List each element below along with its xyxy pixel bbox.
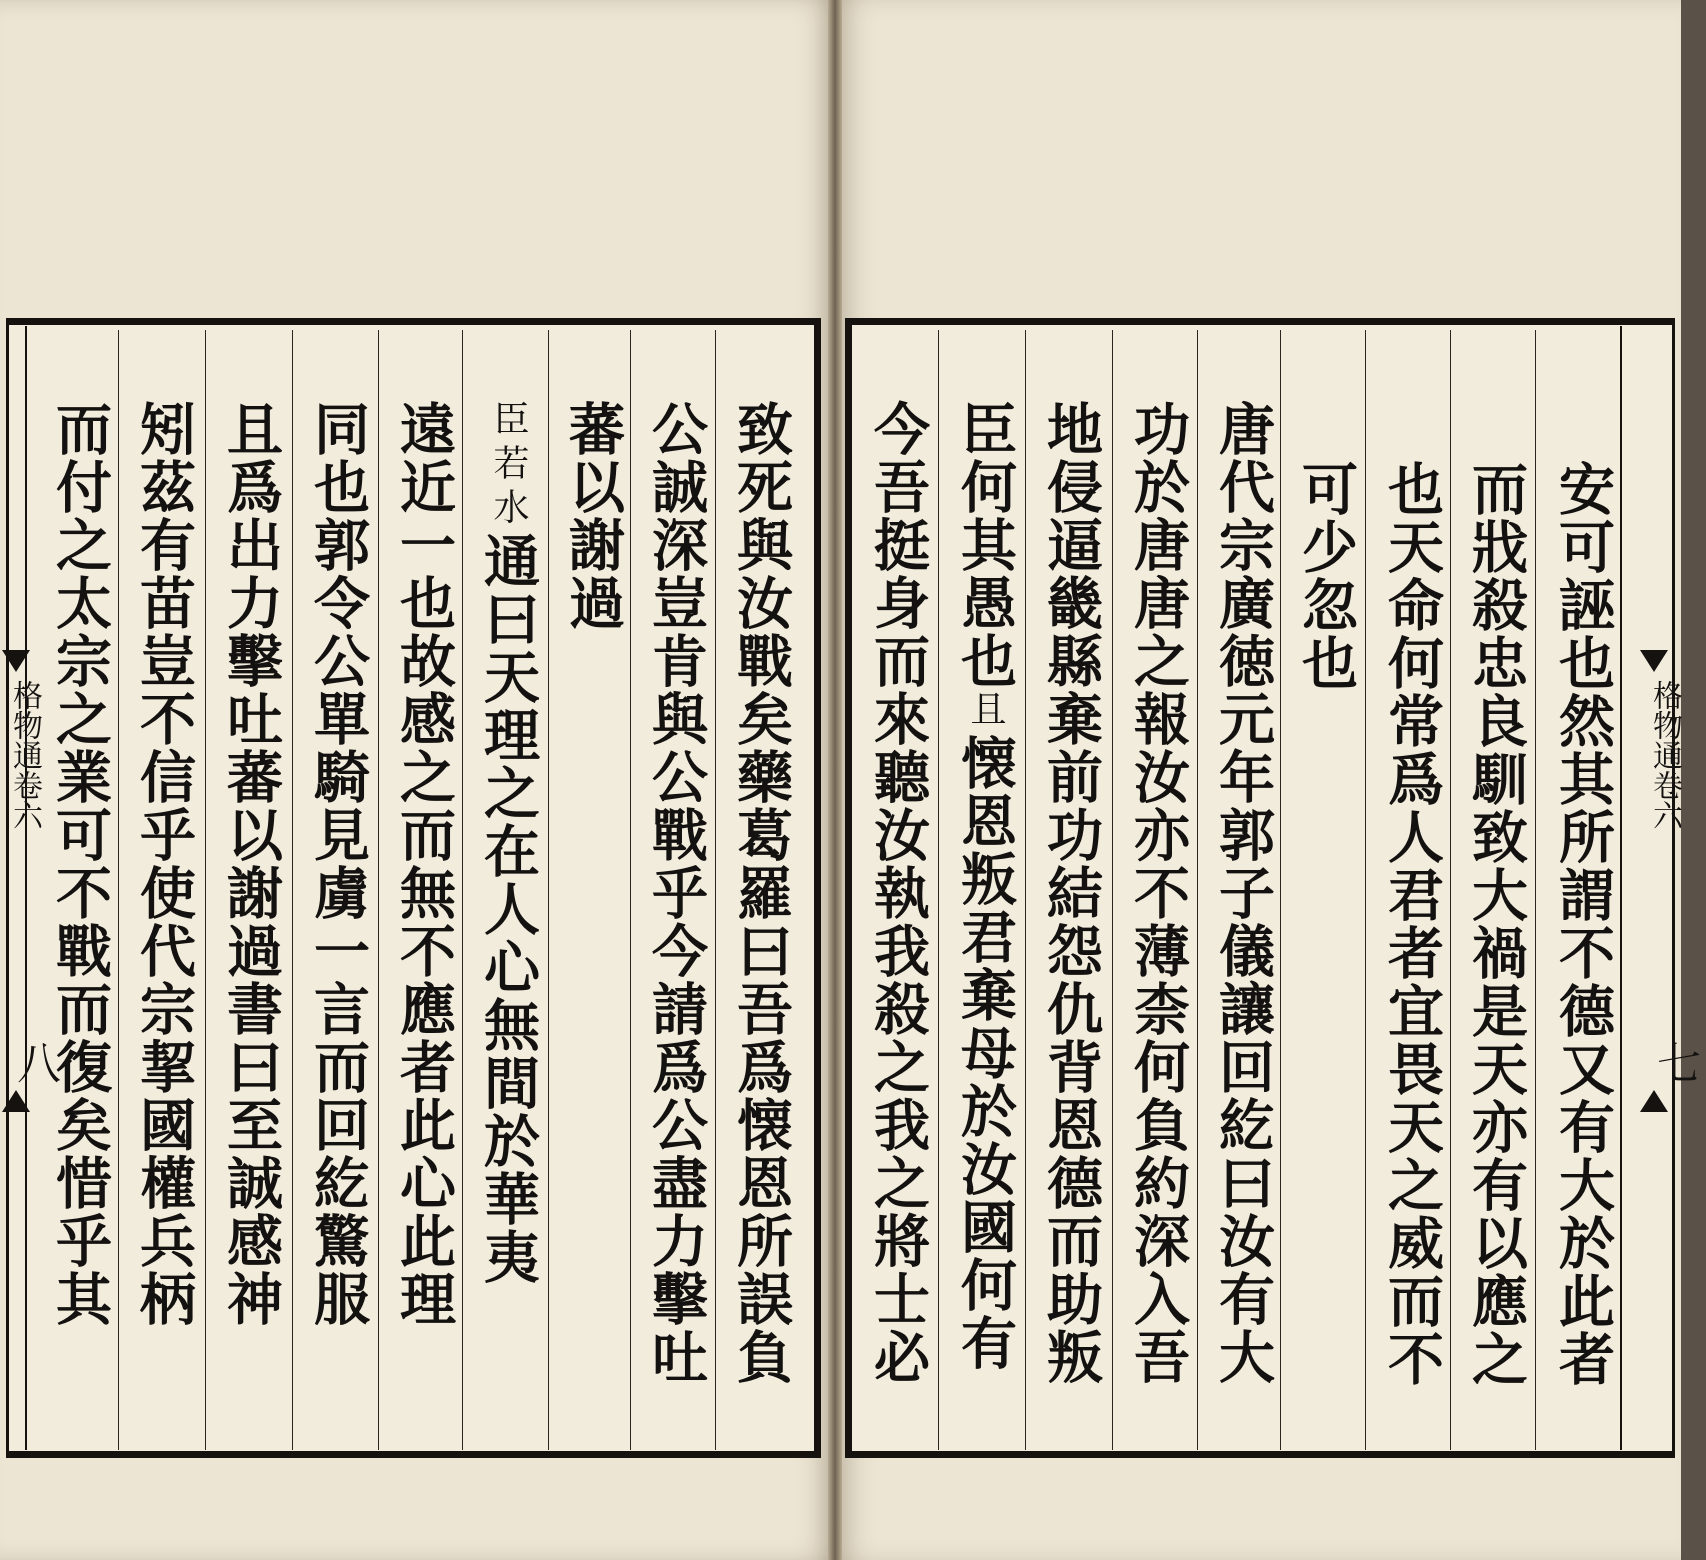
text-column: 且爲出力擊吐蕃以謝過書曰至誠感神	[218, 400, 284, 1328]
column-rule	[118, 330, 119, 1450]
column-rule	[1025, 330, 1026, 1450]
fish-tail-mark	[1640, 650, 1668, 672]
text-column: 地侵逼畿縣棄前功結怨仇背恩德而助叛	[1038, 400, 1104, 1386]
folio-number: 七	[1649, 1040, 1700, 1084]
text-column: 而付之太宗之業可不戰而復矣惜乎其	[47, 400, 113, 1328]
text-column-body: 通曰天理之在人心無間於華夷	[475, 532, 541, 1286]
commentary-marker: 臣若水	[488, 400, 529, 532]
fish-tail-mark	[2, 650, 30, 672]
text-column: 同也郭令公單騎見虜一言而回紇驚服	[305, 400, 371, 1328]
text-column: 也天命何常爲人君者宜畏天之威而不	[1379, 460, 1445, 1388]
column-rule	[1280, 330, 1281, 1450]
column-rule	[548, 330, 549, 1450]
fish-tail-mark	[2, 1090, 30, 1112]
text-column: 安可誣也然其所謂不德又有大於此者	[1550, 460, 1616, 1388]
column-rule	[630, 330, 631, 1450]
annotation-marker: 且	[965, 690, 1006, 734]
column-rule	[1112, 330, 1113, 1450]
text-column: 致死與汝戰矣藥葛羅曰吾爲懐恩所誤負	[728, 400, 794, 1386]
margin-title: 格物通卷六	[1647, 680, 1682, 830]
book-gutter	[828, 0, 842, 1560]
text-column: 唐代宗廣徳元年郭子儀讓回紇曰汝有大	[1210, 400, 1276, 1386]
text-column: 功於唐唐之報汝亦不薄柰何負約深入吾	[1125, 400, 1191, 1386]
text-column: 蕃以謝過	[560, 400, 626, 632]
text-column: 今吾挺身而來聽汝執我殺之我之將士必	[865, 400, 931, 1386]
text-column: 遠近一也故感之而無不應者此心此理	[391, 400, 457, 1328]
column-rule	[1365, 330, 1366, 1450]
left-margin-rule	[25, 326, 27, 1450]
margin-title: 格物通卷六	[7, 680, 42, 830]
text-column-body: 懐恩叛君棄母於汝國何有	[952, 734, 1018, 1372]
fish-tail-mark	[1640, 1090, 1668, 1112]
column-rule	[938, 330, 939, 1450]
text-column	[952, 400, 1018, 1372]
right-margin-rule	[1620, 326, 1622, 1450]
column-rule	[292, 330, 293, 1450]
column-rule	[205, 330, 206, 1450]
column-rule	[1450, 330, 1451, 1450]
column-rule	[1535, 330, 1536, 1450]
text-column: 可少忽也	[1293, 460, 1359, 692]
column-rule	[462, 330, 463, 1450]
text-column: 公誠深豈肯與公戰乎今請爲公盡力擊吐	[643, 400, 709, 1386]
text-column: 矧茲有苗豈不信乎使代宗挈國權兵柄	[131, 400, 197, 1328]
text-column: 而戕殺忠良馴致大禍是天亦有以應之	[1463, 460, 1529, 1388]
text-column	[475, 400, 541, 1286]
column-rule	[1197, 330, 1198, 1450]
text-column-lead: 臣何其愚也	[952, 400, 1018, 690]
column-rule	[378, 330, 379, 1450]
folio-number: 八	[9, 1040, 60, 1084]
column-rule	[715, 330, 716, 1450]
